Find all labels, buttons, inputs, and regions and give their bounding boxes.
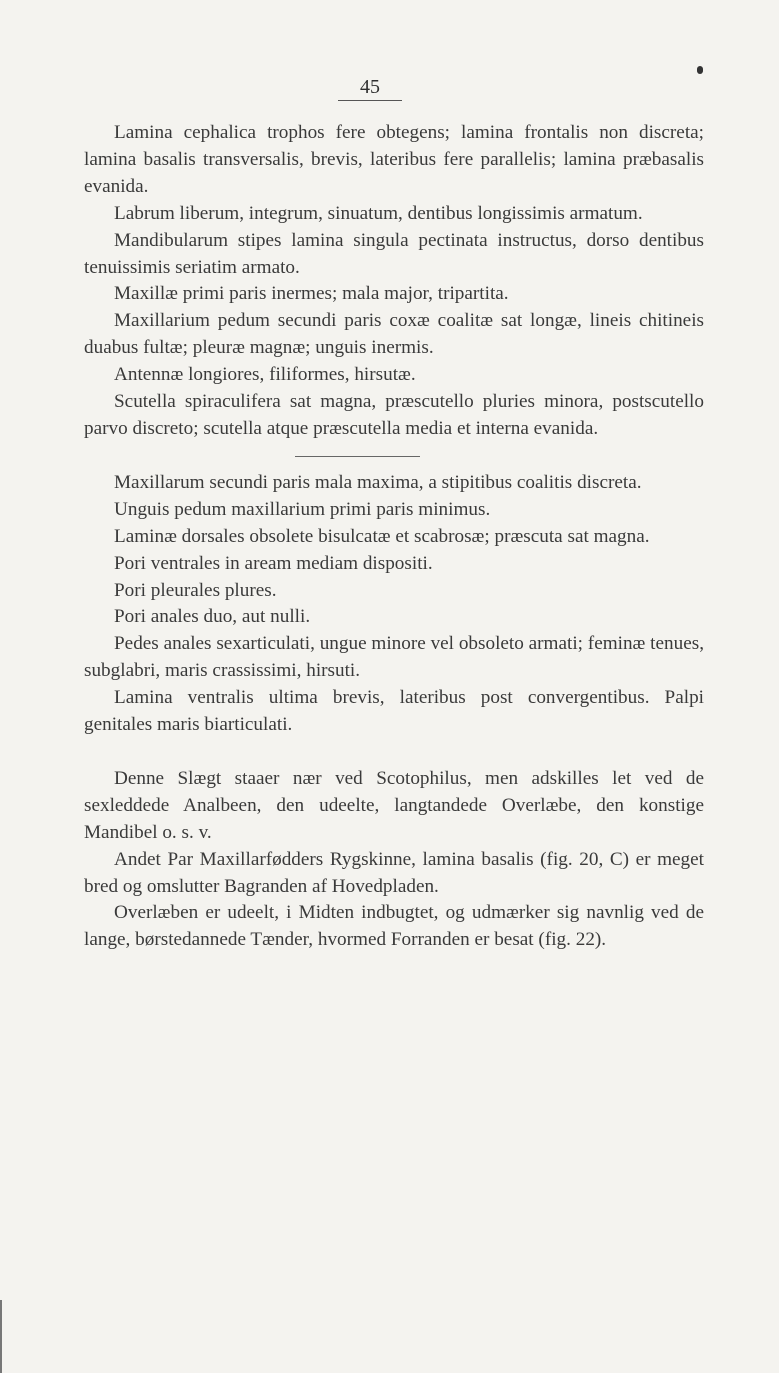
page-number: 45 bbox=[338, 74, 402, 101]
paragraph: Andet Par Maxillarfødders Rygskinne, lamina basalis (fig. 20, C) er meget bred og omslutter Bagranden af Hovedpladen. bbox=[84, 848, 704, 897]
paragraph: Overlæben er udeelt, i Midten indbugtet, og udmærker sig navnlig ved de lange, børstedannede Tænder, hvormed Forranden er besat (fig. 22). bbox=[84, 902, 704, 951]
paragraph: Maxillæ primi paris inermes; mala major, tripartita. bbox=[114, 283, 509, 305]
paragraph: Unguis pedum maxillarium primi paris minimus. bbox=[114, 498, 491, 520]
section-gap bbox=[84, 739, 704, 766]
section-danish-commentary bbox=[84, 766, 704, 954]
paragraph: Pedes anales sexarticulati, ungue minore vel obsoleto armati; feminæ tenues, subglabri, maris crassissimi, hirsuti. bbox=[84, 633, 704, 682]
paragraph: Maxillarum secundi paris mala maxima, a stipitibus coalitis discreta. bbox=[114, 471, 642, 493]
paragraph: Laminæ dorsales obsolete bisulcatæ et scabrosæ; præscuta sat magna. bbox=[114, 525, 650, 547]
scan-edge-mark bbox=[0, 1300, 2, 1373]
body-text bbox=[84, 120, 704, 954]
section-latin-secondary bbox=[84, 470, 704, 739]
paragraph: Lamina ventralis ultima brevis, lateribus post convergentibus. Palpi genitales maris biarticulati. bbox=[84, 687, 704, 736]
ink-dot bbox=[697, 66, 703, 74]
paragraph: Mandibularum stipes lamina singula pectinata instructus, dorso dentibus tenuissimis seriatim armato. bbox=[84, 229, 704, 278]
paragraph: Denne Slægt staaer nær ved Scotophilus, men adskilles let ved de sexleddede Analbeen, den udeelte, langtandede Overlæbe, den konstige Mandibel o. s. v. bbox=[84, 767, 704, 843]
paragraph: Pori ventrales in aream mediam dispositi. bbox=[114, 552, 433, 574]
paragraph: Lamina cephalica trophos fere obtegens; lamina frontalis non discreta; lamina basalis transversalis, brevis, lateribus fere parallelis; lamina præbasalis evanida. bbox=[84, 122, 704, 197]
section-separator bbox=[84, 443, 704, 470]
separator-rule bbox=[295, 456, 420, 457]
paragraph: Pori pleurales plures. bbox=[114, 579, 277, 601]
paragraph: Pori anales duo, aut nulli. bbox=[114, 606, 311, 628]
paragraph: Antennæ longiores, filiformes, hirsutæ. bbox=[114, 364, 416, 386]
paragraph: Labrum liberum, integrum, sinuatum, dentibus longissimis armatum. bbox=[114, 202, 643, 224]
paragraph: Maxillarium pedum secundi paris coxæ coalitæ sat longæ, lineis chitineis duabus fultæ; pleuræ magnæ; unguis inermis. bbox=[84, 310, 704, 359]
paragraph: Scutella spiraculifera sat magna, præscutello pluries minora, postscutello parvo discreto; scutella atque præscutella media et interna evanida. bbox=[84, 391, 704, 439]
section-latin-characters bbox=[84, 120, 704, 443]
